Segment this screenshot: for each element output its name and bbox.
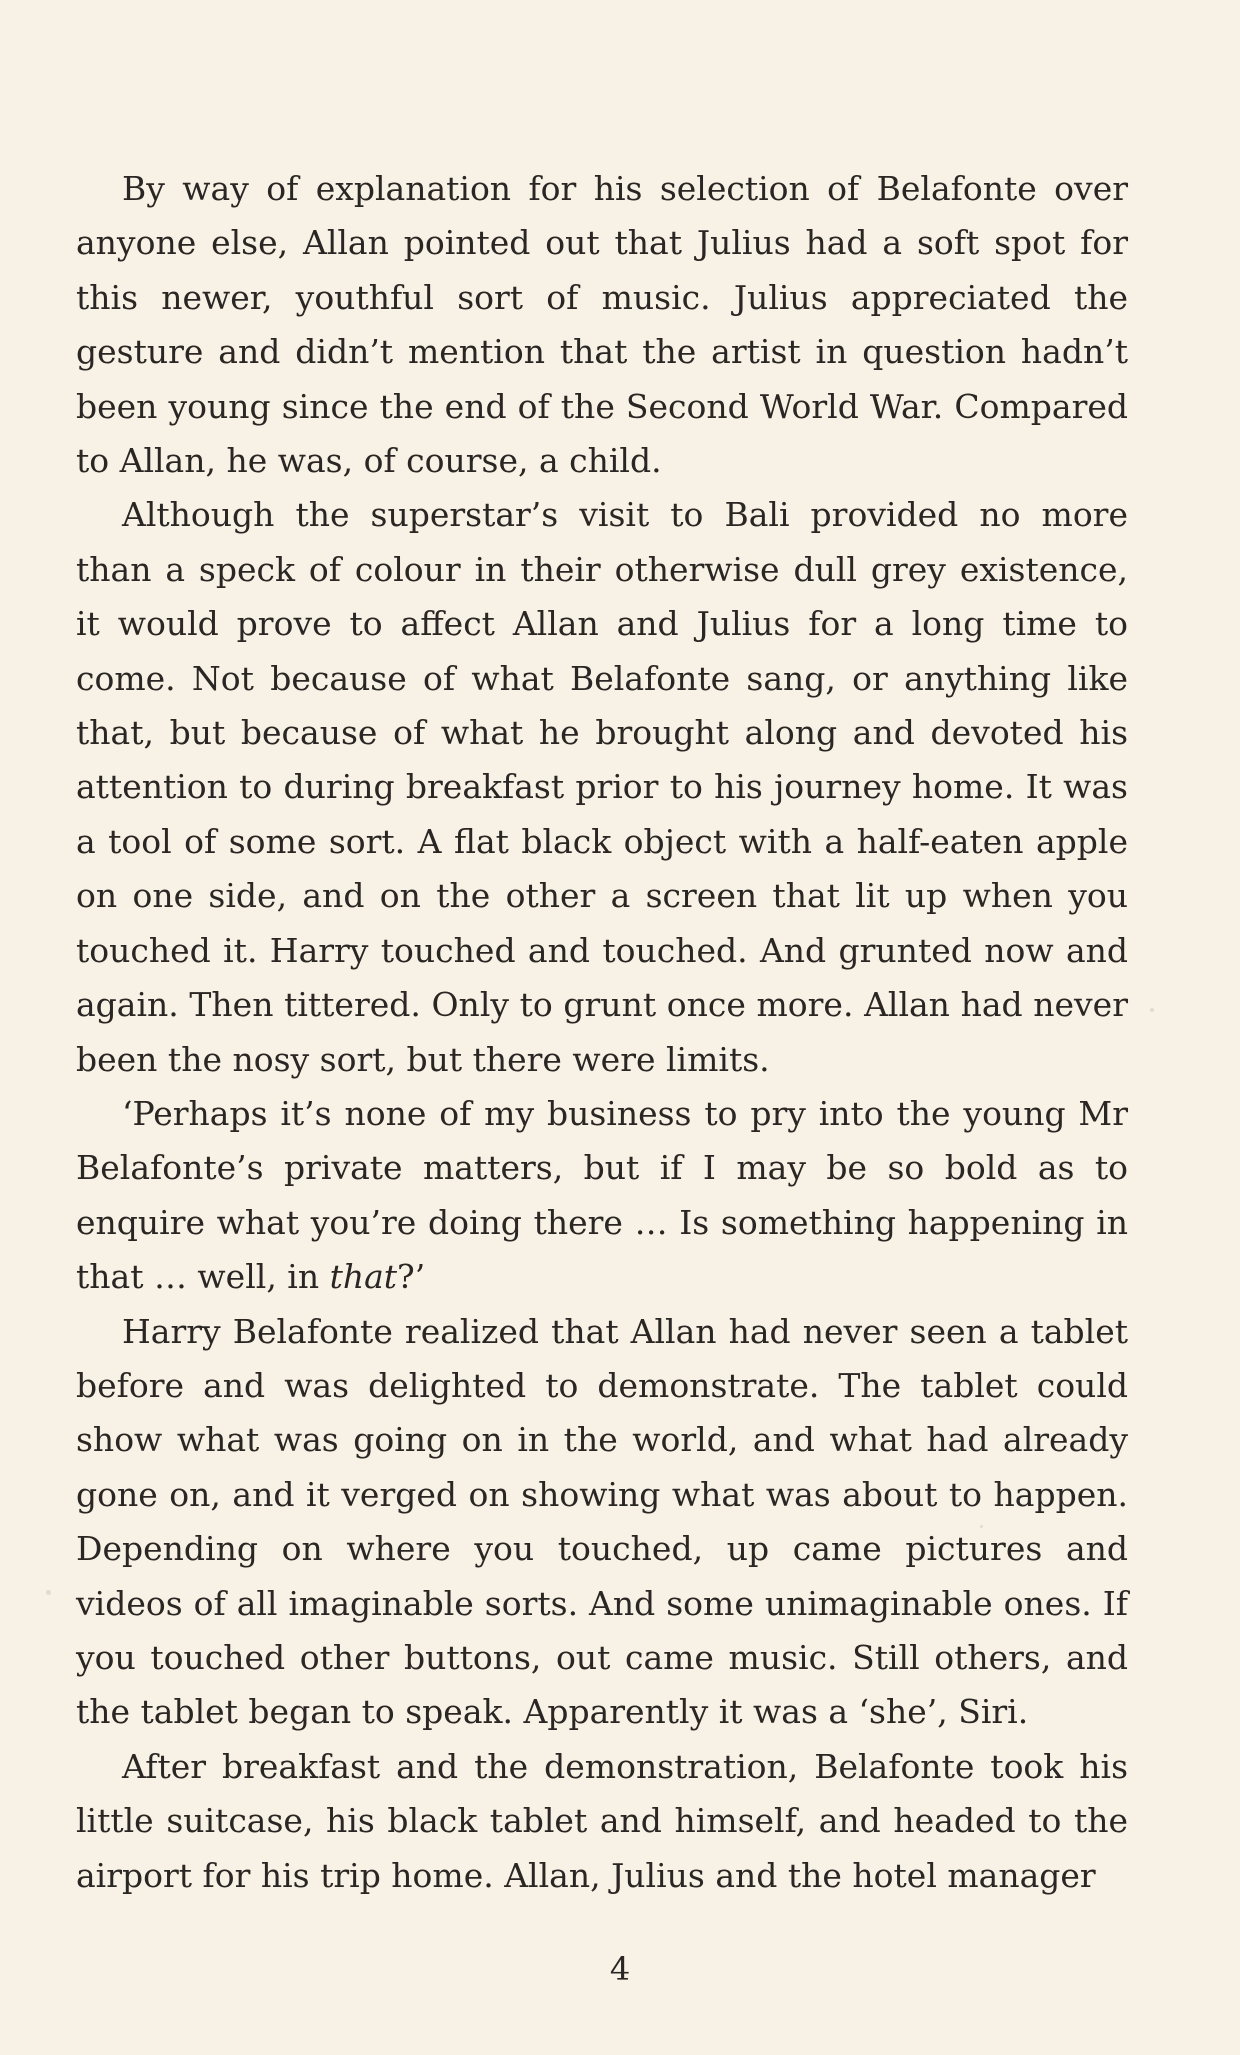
paragraph: ‘Perhaps it’s none of my business to pry into the young Mr Belafonte’s private matters, but if I may be so bold as to enquire what you’re doing there … Is something happening in that … well, in that?’ [76, 1093, 1128, 1297]
paper-speck [46, 1590, 51, 1595]
paragraph: By way of explanation for his selection of Belafonte over anyone else, Allan pointed out that Julius had a soft spot for this newer, youthful sort of music. Julius appreciated the gesture and didn’t mention that the artist in question hadn’t been young since the end of the Second World War. Compared to Allan, he was, of course, a child. [76, 169, 1128, 481]
emphasis: that [329, 1257, 398, 1297]
paragraph: Harry Belafonte realized that Allan had never seen a tablet before and was delighted to demonstrate. The tablet could show what was going on in the world, and what had already gone on, and it verged on showing what was about to happen. Depending on where you touched, up came pictures and videos of all imaginable sorts. And some unimaginable ones. If you touched other buttons, out came music. Still others, and the tablet began to speak. Apparently it was a ‘she’, Siri. [76, 1311, 1128, 1732]
paragraph: After breakfast and the demonstration, Belafonte took his little suitcase, his black tablet and himself, and headed to the airport for his trip home. Allan, Julius and the hotel manager [76, 1746, 1128, 1895]
paragraph: Although the superstar’s visit to Bali provided no more than a speck of colour in their otherwise dull grey existence, it would prove to affect Allan and Julius for a long time to come. Not because of what Belafonte sang, or anything like that, but because of what he brought along and devoted his attention to during breakfast prior to his journey home. It was a tool of some sort. A flat black object with a half-eaten apple on one side, and on the other a screen that lit up when you touched it. Harry touched and touched. And grunted now and again. Then tittered. Only to grunt once more. Allan had never been the nosy sort, but there were limits. [76, 495, 1128, 1079]
page-number: 4 [609, 1950, 631, 1988]
body-text [76, 162, 1128, 1903]
paper-speck [1150, 1008, 1154, 1012]
